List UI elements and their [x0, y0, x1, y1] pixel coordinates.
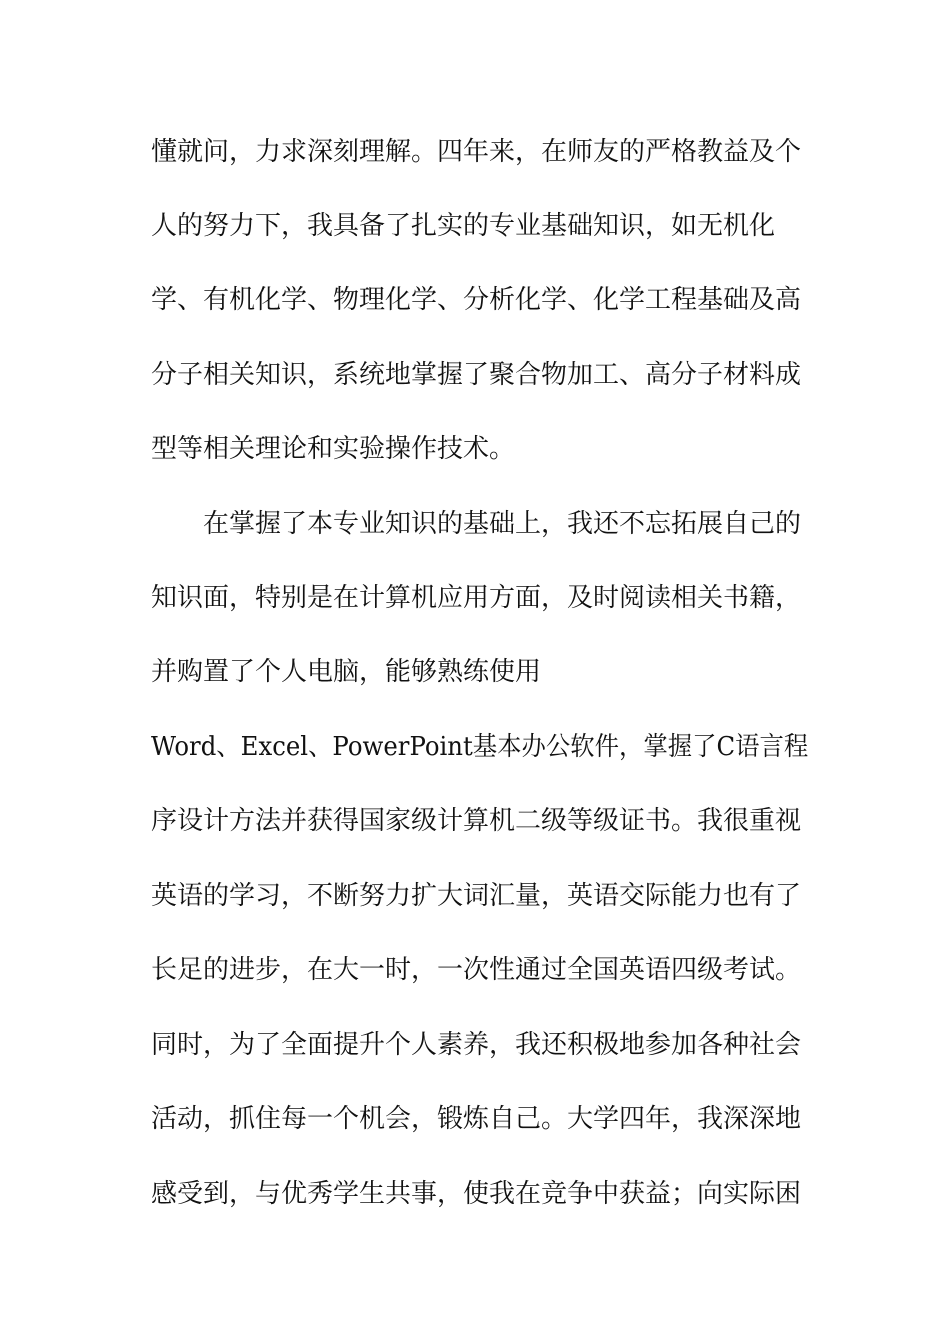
text-line: 人的努力下，我具备了扎实的专业基础知识，如无机化 — [151, 211, 776, 241]
text-line: 学、有机化学、物理化学、分析化学、化学工程基础及高 — [151, 285, 802, 315]
text-line: 并购置了个人电脑，能够熟练使用 — [151, 657, 542, 687]
text-line: 型等相关理论和实验操作技术。 — [151, 434, 516, 464]
text-line-software: Word、Excel、PowerPoint基本办公软件，掌握了C语言程 — [151, 732, 809, 762]
text-line: 长足的进步，在大一时，一次性通过全国英语四级考试。 — [151, 955, 802, 985]
text-line: 知识面，特别是在计算机应用方面，及时阅读相关书籍， — [151, 583, 802, 613]
text-line: 同时，为了全面提升个人素养，我还积极地参加各种社会 — [151, 1030, 802, 1060]
text-line: 分子相关知识，系统地掌握了聚合物加工、高分子材料成 — [151, 360, 802, 390]
paragraph-first-line: 在掌握了本专业知识的基础上，我还不忘拓展自己的 — [203, 509, 802, 539]
text-line: 活动，抓住每一个机会，锻炼自己。大学四年，我深深地 — [151, 1104, 802, 1134]
text-line: 懂就问，力求深刻理解。四年来，在师友的严格教益及个 — [151, 137, 802, 167]
text-line: 英语的学习，不断努力扩大词汇量，英语交际能力也有了 — [151, 881, 802, 911]
text-line: 感受到，与优秀学生共事，使我在竞争中获益；向实际困 — [151, 1179, 802, 1209]
text-line: 序设计方法并获得国家级计算机二级等级证书。我很重视 — [151, 806, 802, 836]
